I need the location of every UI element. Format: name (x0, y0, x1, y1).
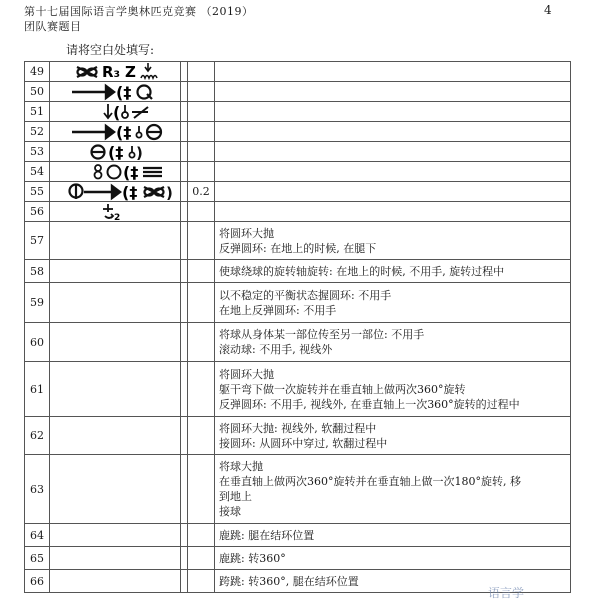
description-line: 接球 (219, 505, 241, 518)
description-line: 接圆环: 从圆环中穿过, 软翻过程中 (219, 436, 388, 450)
figure-eight-icon (95, 165, 102, 179)
row-number: 59 (25, 283, 50, 323)
notation-cell (50, 122, 181, 142)
svg-text:): ) (166, 184, 173, 201)
value-cell (188, 102, 215, 122)
notation-r56-icon (50, 202, 180, 221)
table-row (25, 524, 571, 547)
description-cell (215, 455, 571, 524)
down-arrow-spiral-icon (141, 63, 157, 78)
description-line: 鹿跳: 转360° (219, 551, 286, 565)
notation-cell (50, 162, 181, 182)
row-number: 54 (25, 162, 50, 182)
body-turn-icon (103, 204, 113, 218)
value-cell (188, 222, 215, 260)
paren-label: (‡ (116, 83, 132, 101)
description-cell (215, 260, 571, 283)
value-cell (188, 524, 215, 547)
hand-icon (122, 105, 128, 118)
description-cell (215, 222, 571, 260)
description-line: 鹿跳: 腿在结环位置 (219, 528, 315, 542)
notation-cell (50, 283, 181, 323)
row-number: 57 (25, 222, 50, 260)
row-number: 53 (25, 142, 50, 162)
notation-cell (50, 570, 181, 593)
description-line: 以不稳定的平衡状态握圆环: 不用手 (219, 288, 392, 302)
paren-label: (‡ (108, 143, 124, 161)
value-cell (188, 323, 215, 362)
value-cell (188, 260, 215, 283)
paren-label: (‡ (116, 123, 132, 141)
table-row (25, 417, 571, 455)
table-row (25, 62, 571, 82)
description-line: 滚动球: 不用手, 视线外 (219, 343, 333, 356)
header-subtitle: 团队赛题目 (24, 20, 82, 33)
description-line: 将圆环大抛: 视线外, 软翻过程中 (219, 421, 377, 435)
right-arrow-icon (72, 126, 114, 138)
table-row (25, 182, 571, 202)
notation-cell (50, 323, 181, 362)
notation-cell (50, 362, 181, 417)
description-line: 到地上 (219, 490, 252, 503)
description-cell (215, 162, 571, 182)
row-number: 62 (25, 417, 50, 455)
description-cell (215, 323, 571, 362)
hoop-icon (147, 125, 161, 139)
description-cell (215, 142, 571, 162)
value-cell (188, 142, 215, 162)
description-line: 将圆环大抛 (219, 367, 274, 381)
description-line: 使球绕球的旋转轴旋转: 在地上的时候, 不用手, 旋转过程中 (219, 264, 505, 278)
notation-cell (50, 417, 181, 455)
right-arrow-icon (84, 186, 120, 198)
description-line: 躯干弯下做一次旋转并在垂直轴上做两次360°旋转 (219, 382, 466, 396)
notation-cell (50, 222, 181, 260)
hand-icon (129, 144, 142, 161)
value-cell: 0.2 (188, 182, 215, 202)
hoop-stand-icon (70, 184, 83, 199)
header-title: 第十七届国际语言学奥林匹克竞赛 （2019） (24, 5, 254, 18)
notation-cell (50, 182, 181, 202)
notation-cell (50, 102, 181, 122)
description-line: 跨跳: 转360°, 腿在结环位置 (219, 574, 359, 588)
description-cell (215, 122, 571, 142)
description-cell (215, 417, 571, 455)
description-cell (215, 182, 571, 202)
table-row (25, 202, 571, 222)
table-row (25, 283, 571, 323)
table-row (25, 547, 571, 570)
row-number: 55 (25, 182, 50, 202)
row-number: 51 (25, 102, 50, 122)
z-label: Z (125, 63, 136, 81)
row-number: 66 (25, 570, 50, 593)
crossed-loops-icon (77, 67, 97, 77)
row-number: 56 (25, 202, 50, 222)
notation-r53-icon (50, 142, 180, 161)
value-cell (188, 362, 215, 417)
row-number: 50 (25, 82, 50, 102)
description-cell (215, 362, 571, 417)
value-cell (188, 547, 215, 570)
table-row (25, 222, 571, 260)
value-cell (188, 417, 215, 455)
notation-cell (50, 142, 181, 162)
table-row (25, 260, 571, 283)
notation-cell (50, 82, 181, 102)
answer-table (24, 61, 571, 593)
instruction-text: 请将空白处填写: (66, 43, 155, 57)
description-line: 将圆环大抛 (219, 226, 274, 240)
description-line: 将球大抛 (219, 460, 263, 473)
table-row (25, 162, 571, 182)
not-equal-icon (132, 107, 148, 118)
down-arrow-icon (104, 104, 112, 118)
paren-label: (‡ (123, 163, 139, 181)
row-number: 58 (25, 260, 50, 283)
value-cell (188, 122, 215, 142)
watermark: 语言学 (488, 586, 525, 600)
subscript-label: 2 (114, 213, 121, 221)
r3-label: R₃ (102, 63, 121, 81)
description-line: 反弹圆环: 在地上的时候, 在腿下 (219, 241, 377, 255)
table-row (25, 142, 571, 162)
value-cell (188, 202, 215, 222)
description-cell (215, 524, 571, 547)
notation-r55-icon (50, 182, 180, 201)
notation-cell (50, 455, 181, 524)
notation-cell (50, 524, 181, 547)
table-row (25, 82, 571, 102)
description-cell (215, 102, 571, 122)
row-number: 52 (25, 122, 50, 142)
table-row (25, 102, 571, 122)
row-number: 64 (25, 524, 50, 547)
description-cell (215, 283, 571, 323)
table-row (25, 323, 571, 362)
hoop-icon (92, 146, 105, 159)
description-line: 在地上反弹圆环: 不用手 (219, 303, 337, 317)
description-line: 将球从身体某一部位传至另一部位: 不用手 (219, 328, 425, 341)
description-line: 在垂直轴上做两次360°旋转并在垂直轴上做一次180°旋转, 移 (219, 475, 521, 488)
value-cell (188, 455, 215, 524)
notation-r50-icon (50, 82, 180, 101)
notation-cell (50, 547, 181, 570)
notation-r49-icon (50, 62, 180, 81)
table-row (25, 362, 571, 417)
notation-cell (50, 62, 181, 82)
paren-label: (‡ (122, 183, 138, 201)
value-cell (188, 62, 215, 82)
description-cell (215, 62, 571, 82)
svg-text:): ) (136, 144, 143, 161)
row-number: 61 (25, 362, 50, 417)
row-number: 60 (25, 323, 50, 362)
circle-icon (108, 166, 121, 179)
value-cell (188, 82, 215, 102)
notation-r51-icon (50, 102, 180, 121)
ball-icon (138, 86, 153, 100)
triple-bar-icon (143, 168, 162, 176)
row-number: 63 (25, 455, 50, 524)
value-cell (188, 162, 215, 182)
crossed-loops-icon (144, 184, 173, 201)
notation-cell (50, 260, 181, 283)
hand-icon (136, 126, 141, 138)
description-cell (215, 82, 571, 102)
row-number: 65 (25, 547, 50, 570)
paren-label: ( (113, 103, 121, 121)
description-cell (215, 547, 571, 570)
row-number: 49 (25, 62, 50, 82)
page-number: 4 (544, 3, 552, 17)
right-arrow-icon (72, 86, 114, 98)
value-cell (188, 570, 215, 593)
description-cell (215, 202, 571, 222)
value-cell (188, 283, 215, 323)
notation-cell (50, 202, 181, 222)
description-line: 反弹圆环: 不用手, 视线外, 在垂直轴上一次360°旋转的过程中 (219, 397, 520, 411)
table-row (25, 455, 571, 524)
table-row (25, 122, 571, 142)
notation-r52-icon (50, 122, 180, 141)
notation-r54-icon (50, 162, 180, 181)
